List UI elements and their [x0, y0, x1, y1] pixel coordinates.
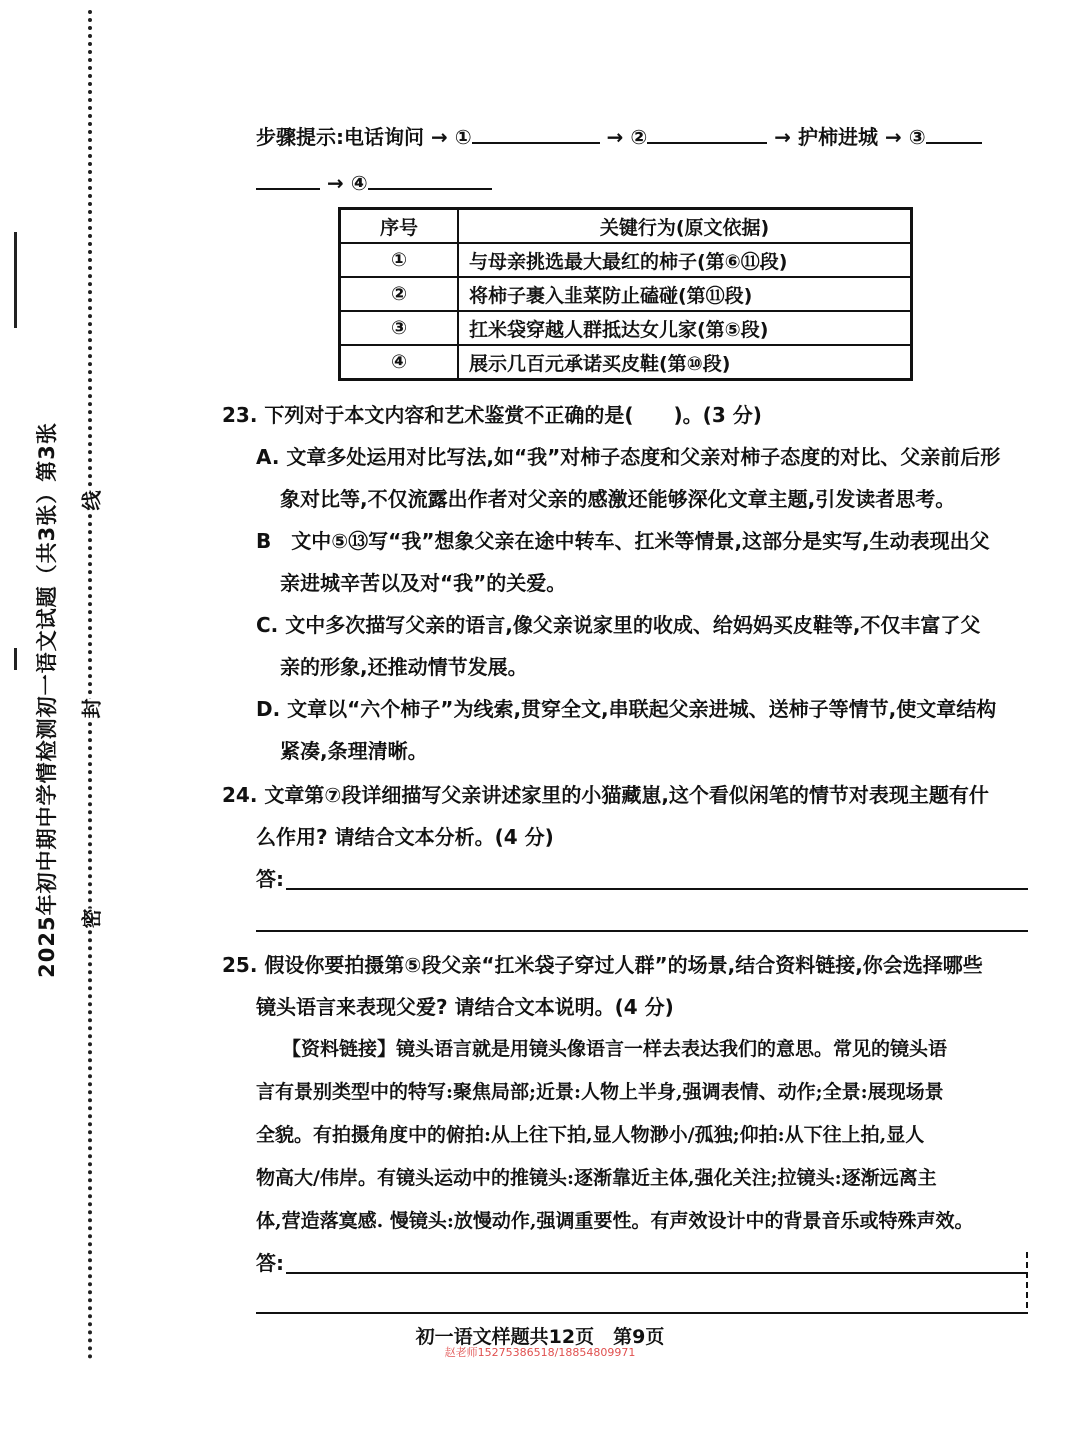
watermark: 赵老师15275386518/18854809971 [444, 1346, 636, 1359]
table-cell-num: ③ [340, 311, 459, 345]
step-blank-4[interactable] [368, 188, 492, 190]
table-header-row [340, 209, 912, 244]
q25-resource-line5: 体,营造落寞感. 慢镜头:放慢动作,强调重要性。有声效设计中的背景音乐或特殊声效。 [256, 1210, 974, 1232]
table-row [340, 277, 912, 311]
step-marker-3: ③ [908, 125, 926, 149]
answer-box-edge [1026, 1252, 1028, 1308]
margin-rule-bottom [14, 648, 17, 670]
step-middle-text: 护柿进城 [797, 125, 878, 149]
seal-line-label: 线 [74, 491, 107, 511]
arrow-icon: → [326, 171, 344, 195]
step-blank-3[interactable] [926, 142, 982, 144]
q23-option-d-line2: 紧凑,条理清晰。 [280, 739, 428, 763]
q25-stem-line1: 25. 假设你要拍摄第⑤段父亲“扛米袋子穿过人群”的场景,结合资料链接,你会选择哪些 [222, 953, 983, 977]
table-header-cell: 序号 [340, 209, 459, 244]
key-behavior-table [338, 207, 913, 381]
q25-resource-line1: 【资料链接】镜头语言就是用镜头像语言一样去表达我们的意思。常见的镜头语 [282, 1038, 948, 1060]
side-title-text: 2025年初中期中学情检测初一语文试题（共3张）第3张 [35, 422, 59, 978]
table-header-cell: 关键行为(原文依据) [458, 209, 912, 244]
q23-option-a-line1[interactable]: A. 文章多处运用对比写法,如“我”对柿子态度和父亲对柿子态度的对比、父亲前后形 [256, 445, 1001, 469]
arrow-icon: → [606, 125, 624, 149]
q25-resource-line4: 物高大/伟岸。有镜头运动中的推镜头:逐渐靠近主体,强化关注;拉镜头:逐渐远离主 [256, 1167, 937, 1189]
q23-option-b-line2: 亲进城辛苦以及对“我”的关爱。 [280, 571, 567, 595]
seal-seal-label: 封 [74, 699, 107, 719]
table-row [340, 345, 912, 380]
table-cell-text: 展示几百元承诺买皮鞋(第⑩段) [458, 345, 912, 380]
margin-rule-top [14, 232, 17, 328]
step-blank-3-cont[interactable] [256, 188, 320, 190]
q24-answer-label: 答: [256, 867, 284, 891]
seal-secret-label: 密 [74, 909, 107, 929]
q25-answer-label: 答: [256, 1251, 284, 1275]
steps-hint-line1 [256, 127, 982, 147]
q23-stem: 23. 下列对于本文内容和艺术鉴赏不正确的是( )。(3 分) [222, 403, 762, 427]
q24-stem-line2: 么作用? 请结合文本分析。(4 分) [256, 825, 554, 849]
table-cell-num: ④ [340, 345, 459, 380]
table-cell-num: ② [340, 277, 459, 311]
q23-option-a-line2: 象对比等,不仅流露出作者对父亲的感激还能够深化文章主题,引发读者思考。 [280, 487, 956, 511]
step-blank-1[interactable] [472, 142, 600, 144]
q23-option-c-line1[interactable]: C. 文中多次描写父亲的语言,像父亲说家里的收成、给妈妈买皮鞋等,不仅丰富了父 [256, 613, 981, 637]
q23-option-c-line2: 亲的形象,还推动情节发展。 [280, 655, 528, 679]
q24-stem-line1: 24. 文章第⑦段详细描写父亲讲述家里的小猫藏崽,这个看似闲笔的情节对表现主题有什 [222, 783, 989, 807]
steps-hint-line2 [256, 173, 492, 193]
step-blank-2[interactable] [647, 142, 767, 144]
arrow-icon: → [884, 125, 902, 149]
footer-rule [256, 1312, 1028, 1314]
q25-resource-line3: 全貌。有拍摄角度中的俯拍:从上往下拍,显人物渺小/孤独;仰拍:从下往上拍,显人 [256, 1124, 925, 1146]
steps-label: 步骤提示:电话询问 [256, 125, 424, 149]
table-cell-num: ① [340, 243, 459, 277]
q23-option-b-line1[interactable]: B 文中⑤⑬写“我”想象父亲在途中转车、扛米等情景,这部分是实写,生动表现出父 [256, 529, 990, 553]
q25-answer-line[interactable] [286, 1272, 1028, 1274]
table-cell-text: 将柿子裹入韭菜防止磕碰(第⑪段) [458, 277, 912, 311]
arrow-icon: → [430, 125, 448, 149]
table-row [340, 311, 912, 345]
step-marker-1: ① [454, 125, 472, 149]
arrow-icon: → [774, 125, 792, 149]
q24-answer-line-2[interactable] [256, 930, 1028, 932]
binding-dotted-line [88, 10, 92, 1360]
q24-answer-line-1[interactable] [286, 888, 1028, 890]
step-marker-4: ④ [350, 171, 368, 195]
table-cell-text: 与母亲挑选最大最红的柿子(第⑥⑪段) [458, 243, 912, 277]
page-footer: 初一语文样题共12页 第9页 [415, 1326, 665, 1348]
q25-resource-line2: 言有景别类型中的特写:聚焦局部;近景:人物上半身,强调表情、动作;全景:展现场景 [256, 1081, 944, 1103]
step-marker-2: ② [630, 125, 648, 149]
q23-option-d-line1[interactable]: D. 文章以“六个柿子”为线索,贯穿全文,串联起父亲进城、送柿子等情节,使文章结构 [256, 697, 997, 721]
table-row [340, 243, 912, 277]
table-cell-text: 扛米袋穿越人群抵达女儿家(第⑤段) [458, 311, 912, 345]
q25-stem-line2: 镜头语言来表现父爱? 请结合文本说明。(4 分) [256, 995, 674, 1019]
